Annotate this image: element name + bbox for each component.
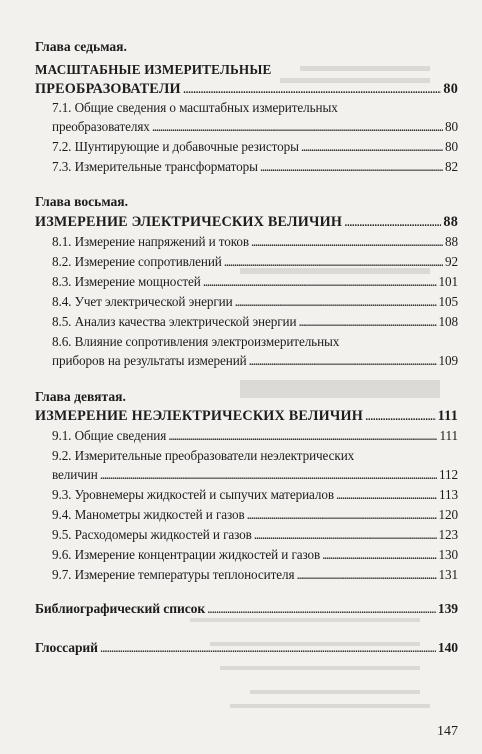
dot-leader [224, 254, 443, 270]
section-9-5-title: 9.5. Расходомеры жидкостей и газов [52, 527, 252, 542]
section-9-5-entry[interactable] [52, 527, 458, 543]
chapter-9-title-entry[interactable] [35, 408, 458, 425]
section-9-3-entry[interactable] [52, 487, 458, 503]
section-9-6-title: 9.6. Измерение концентрации жидкостей и газов [52, 547, 321, 562]
section-7-3-page: 82 [445, 159, 458, 174]
dot-leader [152, 119, 443, 135]
section-8-2-page: 92 [445, 254, 458, 269]
section-9-7-entry[interactable] [52, 567, 458, 583]
dot-leader [298, 314, 436, 330]
chapter-8-page: 88 [443, 214, 458, 230]
section-8-3-title: 8.3. Измерение мощностей [52, 274, 201, 289]
chapter-7-title-line2: ПРЕОБРАЗОВАТЕЛИ [35, 81, 181, 97]
section-9-6-entry[interactable] [52, 547, 458, 563]
section-8-6-entry[interactable] [52, 353, 458, 369]
dot-leader [322, 547, 436, 563]
chapter-7-title-entry[interactable] [35, 81, 458, 98]
section-9-2-line2: величин [52, 467, 98, 482]
dot-leader [296, 567, 436, 583]
section-8-1-title: 8.1. Измерение напряжений и токов [52, 234, 250, 249]
section-9-2-page: 112 [439, 467, 458, 482]
section-7-2-title: 7.2. Шунтирующие и добавочные резисторы [52, 139, 299, 154]
dot-leader [365, 408, 436, 425]
dot-leader [235, 294, 437, 310]
section-9-7-page: 131 [438, 567, 458, 582]
section-7-1-entry[interactable] [52, 119, 458, 135]
section-9-4-page: 120 [438, 507, 458, 522]
dot-leader [254, 527, 437, 543]
section-8-5-page: 108 [438, 314, 458, 329]
section-8-5-title: 8.5. Анализ качества электрической энергии [52, 314, 297, 329]
section-8-2-title: 8.2. Измерение сопротивлений [52, 254, 222, 269]
dot-leader [251, 234, 443, 250]
section-8-5-entry[interactable] [52, 314, 458, 330]
section-9-1-page: 111 [439, 428, 458, 443]
section-8-6-line2: приборов на результаты измерений [52, 353, 247, 368]
section-9-4-entry[interactable] [52, 507, 458, 523]
section-9-1-title: 9.1. Общие сведения [52, 428, 167, 443]
dot-leader [168, 428, 437, 444]
glossary-entry[interactable] [35, 640, 458, 656]
section-9-5-page: 123 [438, 527, 458, 542]
page-number: 147 [437, 724, 458, 739]
section-9-6-page: 130 [438, 547, 458, 562]
chapter-9-heading: Глава девятая. [35, 389, 126, 404]
dot-leader [260, 159, 443, 175]
section-8-3-page: 101 [438, 274, 458, 289]
bibliography-entry[interactable] [35, 601, 458, 617]
section-9-3-page: 113 [439, 487, 458, 502]
dot-leader [344, 214, 441, 231]
section-7-1-line2: преобразователях [52, 119, 150, 134]
chapter-7-page: 80 [443, 81, 458, 97]
section-8-4-title: 8.4. Учет электрической энергии [52, 294, 233, 309]
section-8-1-entry[interactable] [52, 234, 458, 250]
dot-leader [301, 139, 443, 155]
chapter-9-title: ИЗМЕРЕНИЕ НЕЭЛЕКТРИЧЕСКИХ ВЕЛИЧИН [35, 408, 363, 424]
glossary-title: Глоссарий [35, 640, 98, 655]
chapter-9-page: 111 [437, 408, 458, 424]
section-9-2-entry[interactable] [52, 467, 458, 483]
section-7-2-entry[interactable] [52, 139, 458, 155]
section-8-2-entry[interactable] [52, 254, 458, 270]
glossary-page: 140 [437, 640, 458, 655]
chapter-7-title-line1: МАСШТАБНЫЕ ИЗМЕРИТЕЛЬНЫЕ [35, 62, 272, 77]
section-8-4-page: 105 [438, 294, 458, 309]
section-7-2-page: 80 [445, 139, 458, 154]
dot-leader [249, 353, 437, 369]
section-9-7-title: 9.7. Измерение температуры теплоносителя [52, 567, 295, 582]
section-8-6-line1: 8.6. Влияние сопротивления электроизмерительных [52, 334, 340, 349]
chapter-8-title: ИЗМЕРЕНИЕ ЭЛЕКТРИЧЕСКИХ ВЕЛИЧИН [35, 214, 343, 230]
section-9-2-line1: 9.2. Измерительные преобразователи неэлектрических [52, 448, 355, 463]
section-9-1-entry[interactable] [52, 428, 458, 444]
dot-leader [183, 81, 442, 98]
section-7-3-title: 7.3. Измерительные трансформаторы [52, 159, 258, 174]
section-9-4-title: 9.4. Манометры жидкостей и газов [52, 507, 245, 522]
section-8-3-entry[interactable] [52, 274, 458, 290]
section-9-3-title: 9.3. Уровнемеры жидкостей и сыпучих материалов [52, 487, 334, 502]
section-8-1-page: 88 [445, 234, 458, 249]
section-7-1-line1: 7.1. Общие сведения о масштабных измерительных [52, 100, 338, 115]
bibliography-page: 139 [437, 601, 458, 616]
chapter-8-heading: Глава восьмая. [35, 194, 129, 209]
section-7-1-page: 80 [445, 119, 458, 134]
section-8-6-page: 109 [438, 353, 458, 368]
dot-leader [203, 274, 437, 290]
section-7-3-entry[interactable] [52, 159, 458, 175]
chapter-7-heading: Глава седьмая. [35, 39, 127, 54]
dot-leader [247, 507, 437, 523]
chapter-8-title-entry[interactable] [35, 214, 458, 231]
dot-leader [100, 640, 436, 656]
section-8-4-entry[interactable] [52, 294, 458, 310]
bibliography-title: Библиографический список [35, 601, 206, 616]
dot-leader [207, 601, 436, 617]
dot-leader [100, 467, 437, 483]
dot-leader [336, 487, 437, 503]
